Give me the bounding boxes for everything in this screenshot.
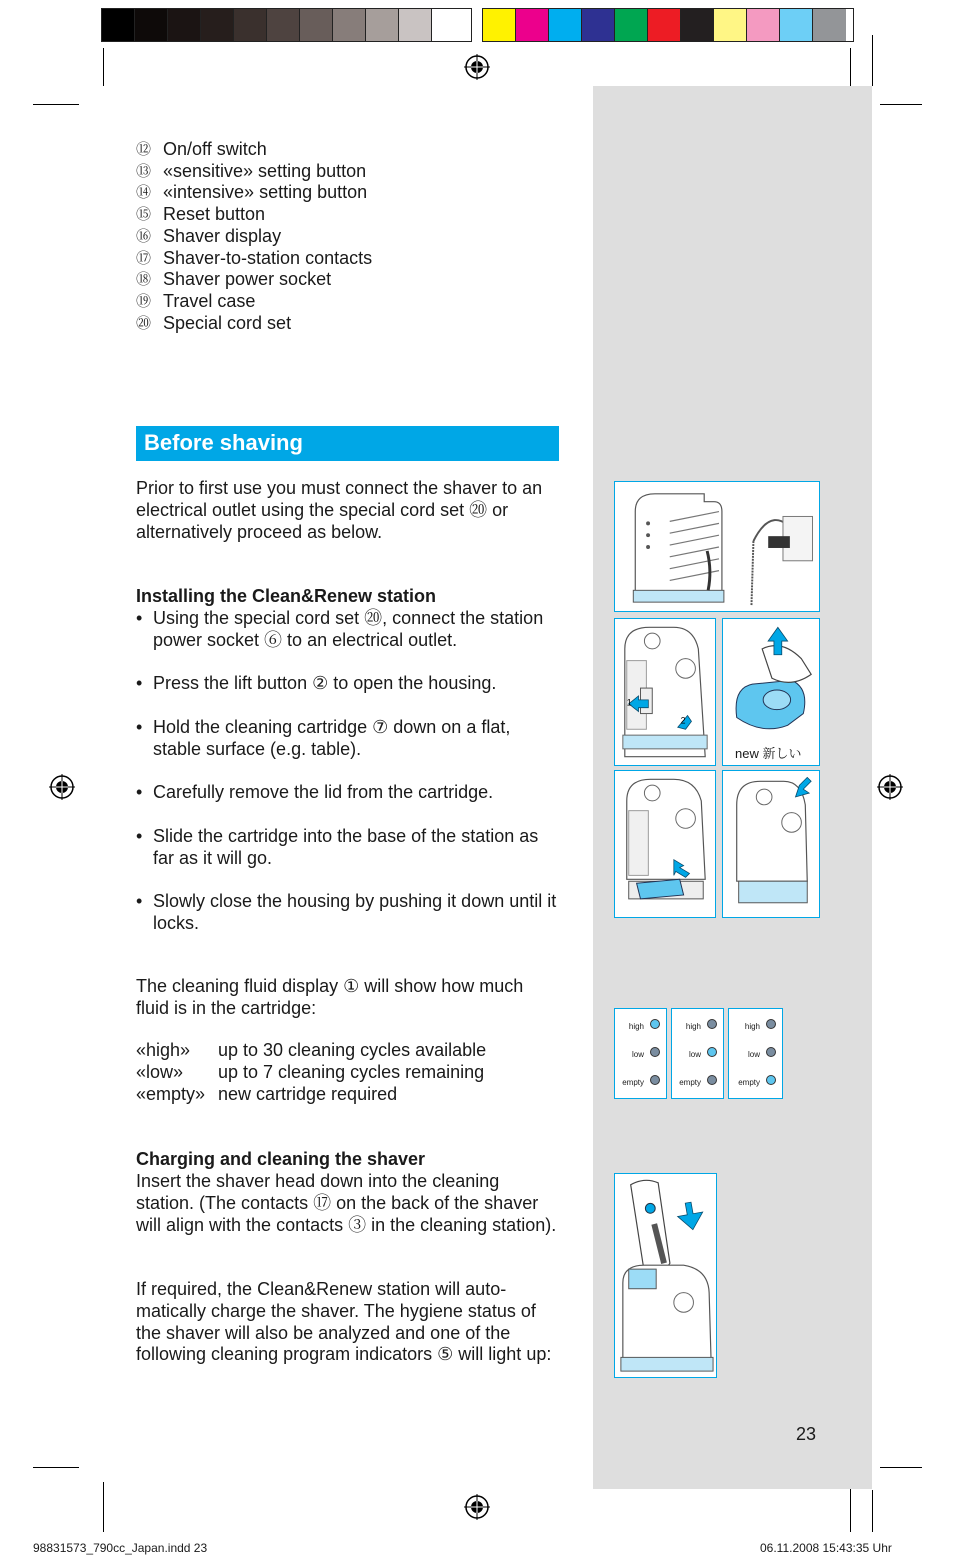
- color-calibration-bar-gray: [101, 8, 472, 42]
- color-swatch: [483, 9, 516, 41]
- registration-mark-icon: [49, 774, 75, 800]
- color-swatch: [813, 9, 846, 41]
- svg-text:1: 1: [626, 697, 632, 708]
- illustration-slide-cartridge: [614, 770, 716, 918]
- color-swatch: [135, 9, 168, 41]
- list-item: • Slide the cartridge into the base of the station as far as it will go.: [136, 825, 539, 868]
- footer-timestamp: 06.11.2008 15:43:35 Uhr: [760, 1541, 892, 1555]
- list-item: ⑯ Shaver display: [136, 225, 282, 246]
- registration-mark-icon: [464, 54, 490, 80]
- intro-paragraph: Prior to first use you must connect the shaver to an electrical outlet using the special cord set ⑳ or alternatively proceed as below.: [136, 478, 543, 542]
- list-item: ⑲ Travel case: [136, 290, 256, 311]
- color-swatch: [681, 9, 714, 41]
- color-swatch: [168, 9, 201, 41]
- color-swatch: [549, 9, 582, 41]
- charging-paragraph-1: Insert the shaver head down into the cleaning station. (The contacts ⑰ on the back of the shaver will align with the contacts ③ in the cleaning station).: [136, 1171, 557, 1235]
- cleaning-station-icon: [615, 482, 819, 611]
- section-title: Before shaving: [144, 430, 303, 455]
- svg-text:2: 2: [680, 715, 686, 726]
- list-item: • Hold the cleaning cartridge ⑦ down on a flat, stable surface (e.g. table).: [136, 716, 511, 759]
- footer-file-info: 98831573_790cc_Japan.indd 23: [33, 1541, 208, 1555]
- table-row: «empty» new cartridge required: [136, 1083, 398, 1104]
- color-swatch: [432, 9, 465, 41]
- illustration-cartridge-lid: [722, 618, 820, 766]
- list-item: ⑫ On/off switch: [136, 139, 267, 159]
- color-swatch: [780, 9, 813, 41]
- color-swatch: [267, 9, 300, 41]
- color-swatch: [747, 9, 780, 41]
- indicator-panel-empty: high low empty: [728, 1008, 783, 1099]
- cleaning-station-icon: [723, 771, 819, 917]
- indicator-icon: [766, 1019, 776, 1029]
- illustration-lift-button: [614, 618, 716, 766]
- installing-steps: [136, 608, 561, 935]
- fluid-levels-table: [136, 1040, 486, 1105]
- cleaning-station-icon: [615, 619, 715, 765]
- installing-heading: Installing the Clean&Renew station: [136, 586, 437, 606]
- indicator-icon: [650, 1075, 660, 1085]
- table-row: «low» up to 7 cleaning cycles remaining: [136, 1061, 485, 1082]
- color-swatch: [201, 9, 234, 41]
- cleaning-station-icon: [615, 771, 715, 917]
- registration-mark-icon: [464, 1494, 490, 1520]
- illustration-shaver-in-station: [614, 1173, 717, 1378]
- indicator-icon: [707, 1019, 717, 1029]
- color-swatch: [399, 9, 432, 41]
- registration-mark-icon: [877, 774, 903, 800]
- shaver-icon: [615, 1174, 716, 1377]
- color-swatch: [366, 9, 399, 41]
- color-swatch: [648, 9, 681, 41]
- color-swatch: [234, 9, 267, 41]
- new-cartridge-label: new 新しい: [735, 746, 802, 761]
- illustration-station-power-outlet: [614, 481, 820, 612]
- parts-list: [136, 139, 372, 334]
- color-swatch: [300, 9, 333, 41]
- list-item: • Press the lift button ② to open the housing.: [136, 673, 497, 694]
- color-swatch: [516, 9, 549, 41]
- indicator-icon: [766, 1047, 776, 1057]
- indicator-lit-icon: [707, 1047, 717, 1057]
- section-heading: [136, 426, 559, 461]
- page-number: 23: [796, 1424, 817, 1444]
- list-item: ⑱ Shaver power socket: [136, 269, 332, 290]
- indicator-panel-low: high low empty: [671, 1008, 724, 1099]
- color-swatch: [582, 9, 615, 41]
- list-item: • Using the special cord set ⑳, connect the station power socket ⑥ to an electrical outlet.: [136, 608, 544, 650]
- list-item: • Slowly close the housing by pushing it down until it locks.: [136, 891, 557, 934]
- indicator-lit-icon: [766, 1075, 776, 1085]
- color-swatch: [714, 9, 747, 41]
- table-row: «high» up to 30 cleaning cycles available: [136, 1040, 487, 1060]
- color-calibration-bar-color: [482, 8, 854, 42]
- indicator-icon: [650, 1047, 660, 1057]
- fluid-display-paragraph: The cleaning fluid display ① will show how much fluid is in the cartridge:: [136, 976, 524, 1018]
- illustration-close-housing: [722, 770, 820, 918]
- list-item: ⑰ Shaver-to-station contacts: [136, 247, 373, 268]
- indicator-icon: [707, 1075, 717, 1085]
- list-item: ⑮ Reset button: [136, 204, 266, 225]
- color-swatch: [333, 9, 366, 41]
- list-item: • Carefully remove the lid from the cartridge.: [136, 782, 494, 803]
- charging-heading: Charging and cleaning the shaver: [136, 1149, 426, 1169]
- list-item: ⑭ «intensive» setting button: [136, 182, 368, 203]
- color-swatch: [102, 9, 135, 41]
- color-swatch: [615, 9, 648, 41]
- indicator-panel-high: high low empty: [614, 1008, 667, 1099]
- list-item: ⑳ Special cord set: [136, 312, 292, 333]
- list-item: ⑬ «sensitive» setting button: [136, 160, 367, 181]
- indicator-lit-icon: [650, 1019, 660, 1029]
- charging-paragraph-2: If required, the Clean&Renew station will auto-matically charge the shaver. The hygiene status of the shaver will also be analyzed and one of the following cleaning program indicators ⑤ will light up:: [136, 1279, 552, 1365]
